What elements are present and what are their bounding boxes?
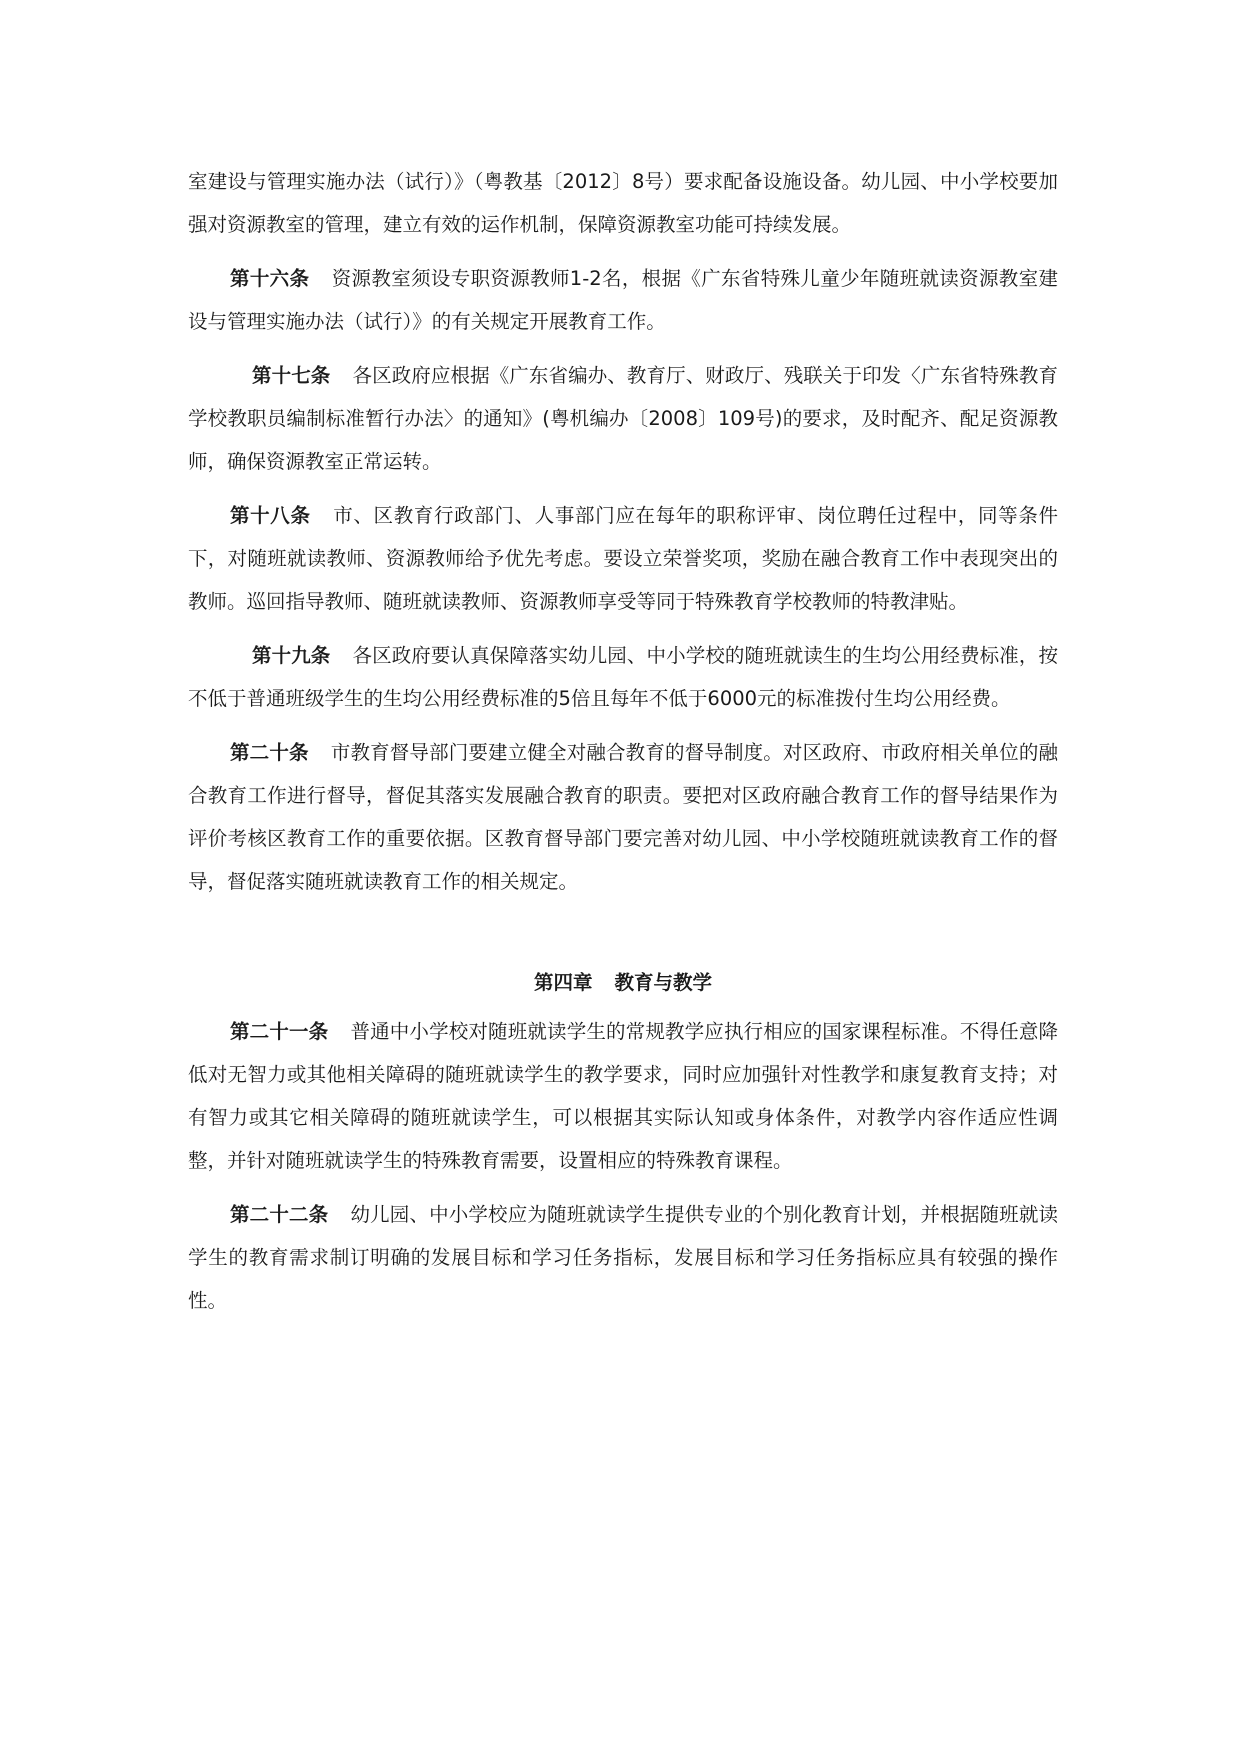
article-16 [188, 257, 1058, 343]
chapter-number: 第四章 [533, 971, 593, 994]
article-19 [188, 634, 1058, 720]
article-text: 各区政府应根据《广东省编办、教育厅、财政厅、残联关于印发〈广东省特殊教育学校教职员编制标准暂行办法〉的通知》(粤机编办〔2008〕109号)的要求，及时配齐、配足资源教师，确保资源教室正常运转。 [188, 364, 1058, 473]
article-17 [188, 354, 1058, 483]
article-22 [188, 1193, 1058, 1322]
article-18 [188, 494, 1058, 623]
article-text: 市、区教育行政部门、人事部门应在每年的职称评审、岗位聘任过程中，同等条件下，对随班就读教师、资源教师给予优先考虑。要设立荣誉奖项，奖励在融合教育工作中表现突出的教师。巡回指导教师、随班就读教师、资源教师享受等同于特殊教育学校教师的特教津贴。 [188, 504, 1058, 613]
article-text: 幼儿园、中小学校应为随班就读学生提供专业的个别化教育计划，并根据随班就读学生的教育需求制订明确的发展目标和学习任务指标，发展目标和学习任务指标应具有较强的操作性。 [188, 1203, 1058, 1312]
article-number: 第十七条 [252, 364, 331, 387]
article-number: 第十九条 [252, 644, 331, 667]
chapter-title: 教育与教学 [614, 971, 713, 994]
article-number: 第二十一条 [230, 1020, 329, 1043]
chapter-heading [188, 961, 1058, 1004]
paragraph-continued [188, 160, 1058, 246]
article-text: 普通中小学校对随班就读学生的常规教学应执行相应的国家课程标准。不得任意降低对无智力或其他相关障碍的随班就读学生的教学要求，同时应加强针对性教学和康复教育支持；对有智力或其它相关障碍的随班就读学生，可以根据其实际认知或身体条件，对教学内容作适应性调整，并针对随班就读学生的特殊教育需要，设置相应的特殊教育课程。 [188, 1020, 1058, 1172]
article-number: 第十八条 [230, 504, 311, 527]
article-number: 第十六条 [230, 267, 310, 290]
article-text: 资源教室须设专职资源教师1-2名，根据《广东省特殊儿童少年随班就读资源教室建设与管理实施办法（试行）》的有关规定开展教育工作。 [188, 267, 1058, 333]
article-20 [188, 731, 1058, 903]
article-number: 第二十二条 [230, 1203, 329, 1226]
paragraph-text: 室建设与管理实施办法（试行）》（粤教基〔2012〕8号）要求配备设施设备。幼儿园、中小学校要加强对资源教室的管理，建立有效的运作机制，保障资源教室功能可持续发展。 [188, 170, 1058, 236]
article-text: 市教育督导部门要建立健全对融合教育的督导制度。对区政府、市政府相关单位的融合教育工作进行督导，督促其落实发展融合教育的职责。要把对区政府融合教育工作的督导结果作为评价考核区教育工作的重要依据。区教育督导部门要完善对幼儿园、中小学校随班就读教育工作的督导，督促落实随班就读教育工作的相关规定。 [188, 741, 1058, 893]
article-21 [188, 1010, 1058, 1182]
article-text: 各区政府要认真保障落实幼儿园、中小学校的随班就读生的生均公用经费标准，按不低于普通班级学生的生均公用经费标准的5倍且每年不低于6000元的标准拨付生均公用经费。 [188, 644, 1058, 710]
document-body [188, 160, 1058, 1322]
article-number: 第二十条 [230, 741, 309, 764]
